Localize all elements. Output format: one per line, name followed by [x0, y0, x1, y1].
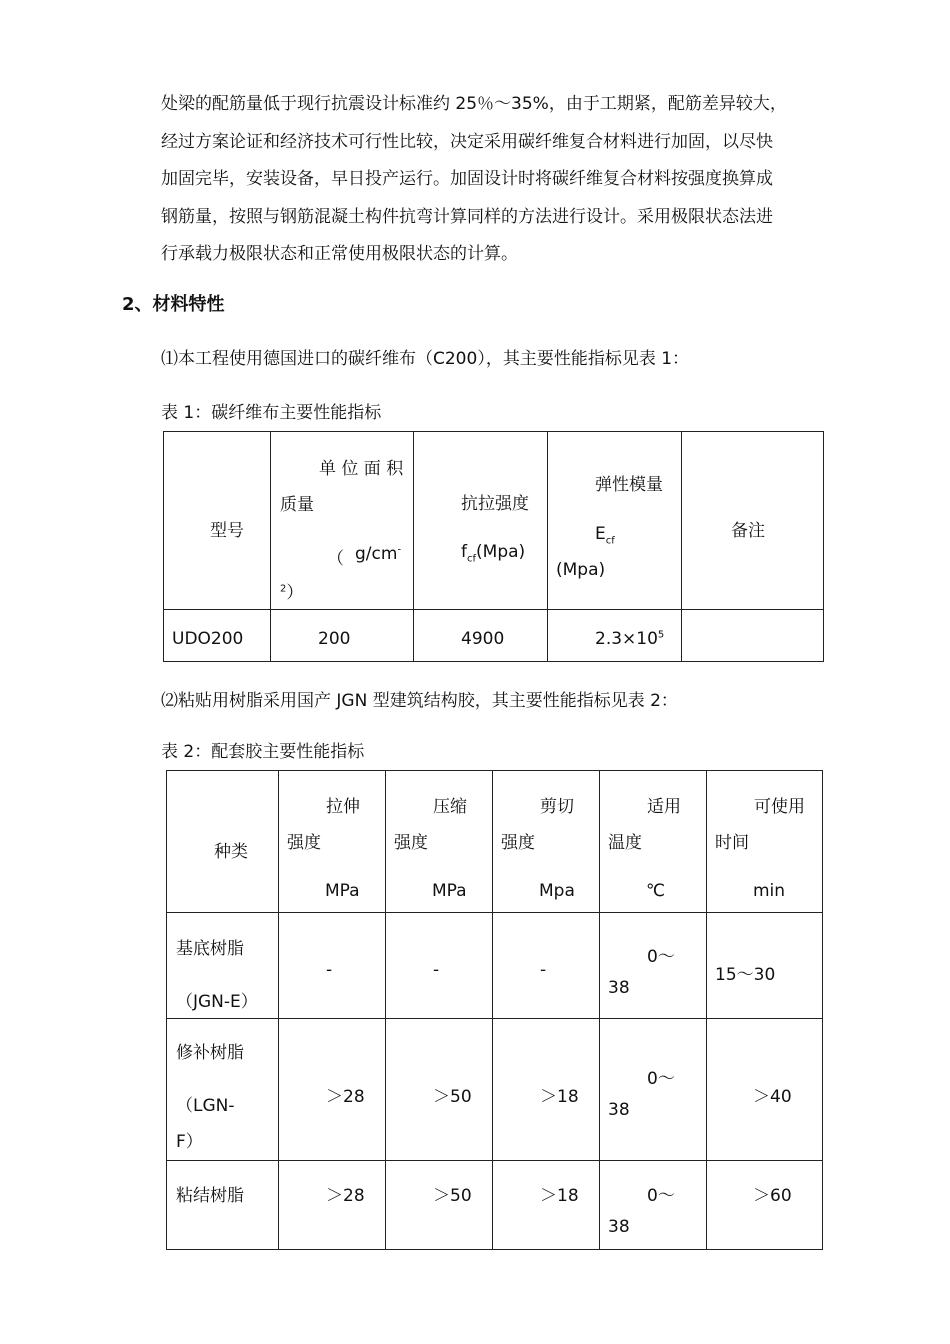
t2-cell-shear	[493, 1161, 600, 1250]
t1-header-mass-l4	[280, 578, 303, 603]
t1-header-mass-unit: g/cm	[355, 544, 398, 564]
t2-shear-value: ＞18	[540, 1186, 579, 1206]
t2-cell-time	[707, 913, 823, 1019]
table-1-caption: 表 1：碳纤维布主要性能指标	[161, 403, 382, 423]
t1-header-modulus-unit: (Mpa)	[556, 560, 606, 580]
t2-name-l2: （LGN-	[176, 1096, 235, 1116]
t2-header-time-l2: 时间	[715, 833, 749, 853]
t2-header-time	[707, 771, 823, 913]
t1-cell-modulus	[548, 610, 682, 662]
t2-cell-name	[167, 913, 279, 1019]
t2-header-compress-l3: MPa	[432, 881, 467, 901]
t2-header-shear-l3: Mpa	[539, 881, 575, 901]
t1-header-modulus-sub: cf	[605, 535, 615, 547]
intro-line: 经过方案论证和经济技术可行性比较，决定采用碳纤维复合材料进行加固，以尽快	[161, 131, 773, 152]
t2-header-temp	[600, 771, 707, 913]
t2-cell-compress	[386, 1161, 493, 1250]
t1-header-tensile-unit: (Mpa)	[476, 542, 526, 562]
t1-mass-value: 200	[318, 629, 351, 649]
t2-header-temp-l3: ℃	[646, 881, 666, 901]
t2-name-l2: （JGN-E）	[176, 992, 258, 1012]
intro-line: 处梁的配筋量低于现行抗震设计标准约 25％～35%，由于工期紧，配筋差异较大，	[161, 94, 787, 114]
t2-name-l1: 修补树脂	[176, 1043, 244, 1063]
t2-header-compress-l2: 强度	[394, 833, 428, 853]
t2-time-value: 15～30	[715, 965, 776, 985]
t1-modulus-base: 2.3×10	[595, 629, 658, 649]
t2-cell-temp	[600, 1019, 707, 1161]
intro-paragraph	[161, 86, 861, 274]
t2-time-value: ＞40	[753, 1087, 792, 1107]
t2-temp-l2: 38	[608, 1217, 630, 1237]
t2-header-temp-l2: 温度	[608, 833, 642, 853]
t2-header-time-l3: min	[753, 881, 786, 901]
t1-header-modulus-l1: 弹性模量	[595, 475, 663, 495]
t2-cell-time	[707, 1019, 823, 1161]
table-1-header-row	[164, 432, 824, 610]
t1-cell-mass	[271, 610, 414, 662]
table-row	[167, 913, 823, 1019]
t1-header-remark	[682, 432, 824, 610]
table-2	[166, 770, 823, 1250]
intro-line: 加固完毕，安装设备，早日投产运行。加固设计时将碳纤维复合材料按强度换算成	[161, 169, 773, 189]
section-heading: 2、材料特性	[122, 294, 225, 315]
t1-header-modulus-l2	[595, 524, 615, 546]
t2-header-shear-l1: 剪切	[540, 797, 574, 817]
t1-header-mass-l1: 单 位 面 积	[319, 459, 404, 479]
t2-header-tensile-l2: 强度	[287, 833, 321, 853]
t1-header-mass-sup: -	[397, 544, 402, 556]
t1-header-tensile-l2	[461, 542, 525, 564]
t1-cell-model	[164, 610, 271, 662]
t2-name-l1: 粘结树脂	[176, 1186, 244, 1206]
t2-header-compress	[386, 771, 493, 913]
intro-line: 行承载力极限状态和正常使用极限状态的计算。	[161, 244, 518, 264]
t1-header-modulus-e: E	[595, 524, 606, 544]
t2-tensile-value: ＞28	[326, 1186, 365, 1206]
t1-header-mass-close: ）	[286, 583, 304, 603]
t2-cell-temp	[600, 1161, 707, 1250]
t2-time-value: ＞60	[753, 1186, 792, 1206]
item-1-text: ⑴本工程使用德国进口的碳纤维布（C200），其主要性能指标见表 1：	[161, 349, 690, 369]
t2-name-l1: 基底树脂	[176, 939, 244, 959]
intro-line: 钢筋量，按照与钢筋混凝土构件抗弯计算同样的方法进行设计。采用极限状态法进	[161, 206, 773, 227]
t2-compress-value: ＞50	[433, 1186, 472, 1206]
table-row	[164, 610, 824, 662]
t2-header-compress-l1: 压缩	[433, 797, 467, 817]
item-2-text: ⑵粘贴用树脂采用国产 JGN 型建筑结构胶，其主要性能指标见表 2：	[161, 691, 678, 711]
t1-header-tensile-l1: 抗拉强度	[461, 494, 529, 514]
t2-temp-l1: 0～	[647, 1069, 675, 1089]
t2-cell-compress	[386, 1019, 493, 1161]
t2-temp-l1: 0～	[647, 1186, 675, 1206]
t2-cell-time	[707, 1161, 823, 1250]
t1-tensile-value: 4900	[461, 629, 505, 649]
t2-compress-value: ＞50	[433, 1087, 472, 1107]
t2-header-temp-l1: 适用	[647, 797, 681, 817]
t2-cell-temp	[600, 913, 707, 1019]
t2-cell-tensile	[279, 913, 386, 1019]
t2-header-type	[167, 771, 279, 913]
t2-temp-l2: 38	[608, 1100, 630, 1120]
t2-temp-l1: 0～	[647, 947, 675, 967]
t2-header-shear-l2: 强度	[501, 833, 535, 853]
t1-cell-tensile	[414, 610, 548, 662]
t1-model-value: UDO200	[172, 629, 244, 649]
t2-name-l3: F）	[176, 1132, 203, 1152]
t2-header-tensile	[279, 771, 386, 913]
table-1	[163, 431, 824, 662]
t1-header-mass-l3b	[355, 544, 401, 564]
t2-temp-l2: 38	[608, 978, 630, 998]
t1-modulus-value	[595, 629, 664, 649]
table-row	[167, 1161, 823, 1250]
table-2-caption: 表 2：配套胶主要性能指标	[161, 742, 365, 762]
t2-cell-tensile	[279, 1019, 386, 1161]
t2-shear-value: ＞18	[540, 1087, 579, 1107]
t1-cell-remark	[682, 610, 824, 662]
t1-header-remark-label: 备注	[731, 521, 765, 541]
t1-header-modulus	[548, 432, 682, 610]
t1-header-mass-sup2: 2	[280, 583, 287, 595]
t1-header-tensile-f: f	[461, 542, 467, 562]
t2-tensile-value: ＞28	[326, 1087, 365, 1107]
t1-modulus-exp: 5	[657, 629, 665, 641]
t1-header-model-label: 型号	[210, 521, 244, 541]
t1-header-tensile-sub: cf	[467, 553, 477, 565]
t2-tensile-value: -	[326, 960, 333, 980]
t1-header-mass-l2: 质量	[280, 495, 314, 515]
t2-header-type-label: 种类	[214, 842, 248, 862]
table-row	[167, 1019, 823, 1161]
t2-shear-value: -	[540, 960, 547, 980]
t1-header-model	[164, 432, 271, 610]
t1-header-mass	[271, 432, 414, 610]
t2-compress-value: -	[433, 960, 440, 980]
t2-header-shear	[493, 771, 600, 913]
t2-cell-shear	[493, 1019, 600, 1161]
t2-header-tensile-l1: 拉伸	[326, 797, 360, 817]
t2-cell-compress	[386, 913, 493, 1019]
t2-cell-name	[167, 1161, 279, 1250]
t2-cell-shear	[493, 913, 600, 1019]
t2-header-time-l1: 可使用	[754, 797, 805, 817]
table-2-header-row	[167, 771, 823, 913]
t2-header-tensile-l3: MPa	[325, 881, 360, 901]
t1-header-mass-l3a: （	[327, 549, 344, 569]
t2-cell-tensile	[279, 1161, 386, 1250]
t2-cell-name	[167, 1019, 279, 1161]
t1-header-tensile	[414, 432, 548, 610]
